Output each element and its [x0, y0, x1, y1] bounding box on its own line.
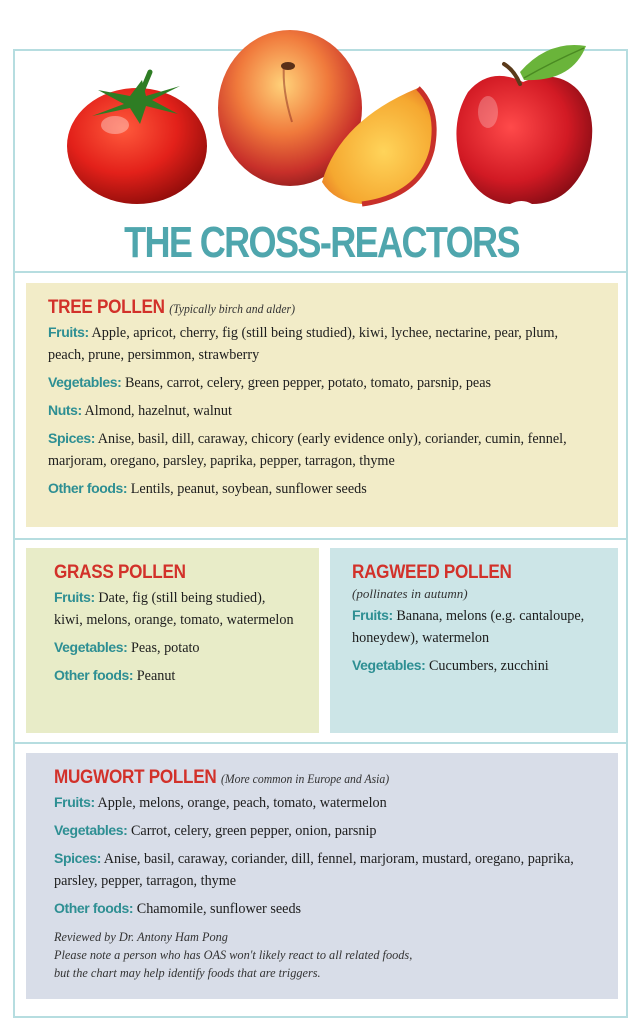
grass-pollen-panel: [26, 548, 319, 733]
mugwort-fruits-list: Apple, melons, orange, peach, tomato, watermelon: [97, 795, 387, 811]
grass-pollen-title: GRASS POLLEN: [54, 562, 186, 583]
mugwort-spices: [54, 847, 596, 892]
mugwort-pollen-note: (More common in Europe and Asia): [220, 771, 390, 786]
vegetables-label: Vegetables:: [352, 657, 426, 673]
footer-note: [54, 928, 596, 982]
ragweed-vegetables-list: Cucumbers, zucchini: [428, 658, 549, 674]
divider: [13, 742, 628, 744]
grass-fruits-list: Date, fig (still being studied), kiwi, melons, orange, tomato, watermelon: [54, 590, 294, 628]
nuts-label: Nuts:: [48, 402, 82, 418]
mugwort-fruits: [54, 791, 596, 814]
tree-pollen-heading: [48, 297, 541, 319]
tree-nuts: [48, 399, 596, 422]
fruits-label: Fruits:: [54, 589, 95, 605]
tree-fruits: [48, 321, 596, 366]
mugwort-spices-list: Anise, basil, caraway, coriander, dill, fennel, marjoram, mustard, oregano, paprika, parsley, pepper, tarragon, thyme: [54, 851, 574, 889]
grass-fruits: [54, 586, 297, 631]
ragweed-pollen-note: (pollinates in autumn): [352, 586, 468, 601]
vegetables-label: Vegetables:: [54, 822, 128, 838]
tree-vegetables: [48, 371, 596, 394]
grass-other-list: Peanut: [136, 668, 176, 684]
ragweed-pollen-panel: [330, 548, 618, 733]
tree-fruits-list: Apple, apricot, cherry, fig (still being studied), kiwi, lychee, nectarine, pear, plum, peach, prune, persimmon, strawberry: [48, 325, 559, 363]
divider: [13, 538, 628, 540]
fruit-hero-image: [0, 0, 643, 215]
tree-other: [48, 477, 596, 500]
fruits-label: Fruits:: [54, 794, 95, 810]
tree-other-list: Lentils, peanut, soybean, sunflower seeds: [130, 481, 367, 497]
grass-vegetables: [54, 636, 297, 659]
mugwort-pollen-heading: [54, 767, 542, 789]
apple-image: [456, 45, 592, 204]
disclaimer-line-2: but the chart may help identify foods that are triggers.: [54, 966, 321, 980]
other-foods-label: Other foods:: [54, 667, 134, 683]
vegetables-label: Vegetables:: [48, 374, 122, 390]
grass-other: [54, 664, 297, 687]
tree-pollen-panel: [26, 283, 618, 527]
ragweed-fruits-list: Banana, melons (e.g. cantaloupe, honeydew), watermelon: [352, 608, 585, 646]
spices-label: Spices:: [48, 430, 95, 446]
mugwort-pollen-title: MUGWORT POLLEN: [54, 767, 217, 788]
mugwort-pollen-panel: [26, 753, 618, 999]
fruits-label: Fruits:: [352, 607, 393, 623]
vegetables-label: Vegetables:: [54, 639, 128, 655]
disclaimer-line-1: Please note a person who has OAS won't likely react to all related foods,: [54, 948, 413, 962]
mugwort-vegetables-list: Carrot, celery, green pepper, onion, parsnip: [130, 823, 377, 839]
ragweed-vegetables: [352, 654, 596, 677]
tree-pollen-note: (Typically birch and alder): [169, 301, 295, 316]
mugwort-vegetables: [54, 819, 596, 842]
fruits-label: Fruits:: [48, 324, 89, 340]
tree-spices-list: Anise, basil, dill, caraway, chicory (early evidence only), coriander, cumin, fennel, marjoram, oregano, parsley, paprika, pepper, tarragon, thyme: [48, 431, 567, 469]
spices-label: Spices:: [54, 850, 101, 866]
tree-pollen-title: TREE POLLEN: [48, 297, 165, 318]
other-foods-label: Other foods:: [48, 480, 128, 496]
tomato-image: [67, 72, 207, 204]
grass-vegetables-list: Peas, potato: [130, 640, 200, 656]
other-foods-label: Other foods:: [54, 900, 134, 916]
ragweed-fruits: [352, 604, 596, 649]
divider: [13, 271, 628, 273]
reviewer-credit: Reviewed by Dr. Antony Ham Pong: [54, 930, 228, 944]
tree-nuts-list: Almond, hazelnut, walnut: [84, 403, 232, 419]
tree-spices: [48, 427, 596, 472]
mugwort-other: [54, 897, 596, 920]
page-title: THE CROSS-REACTORS: [124, 218, 519, 267]
ragweed-pollen-title: RAGWEED POLLEN: [352, 562, 512, 583]
mugwort-other-list: Chamomile, sunflower seeds: [136, 901, 302, 917]
tree-vegetables-list: Beans, carrot, celery, green pepper, potato, tomato, parsnip, peas: [124, 375, 492, 391]
